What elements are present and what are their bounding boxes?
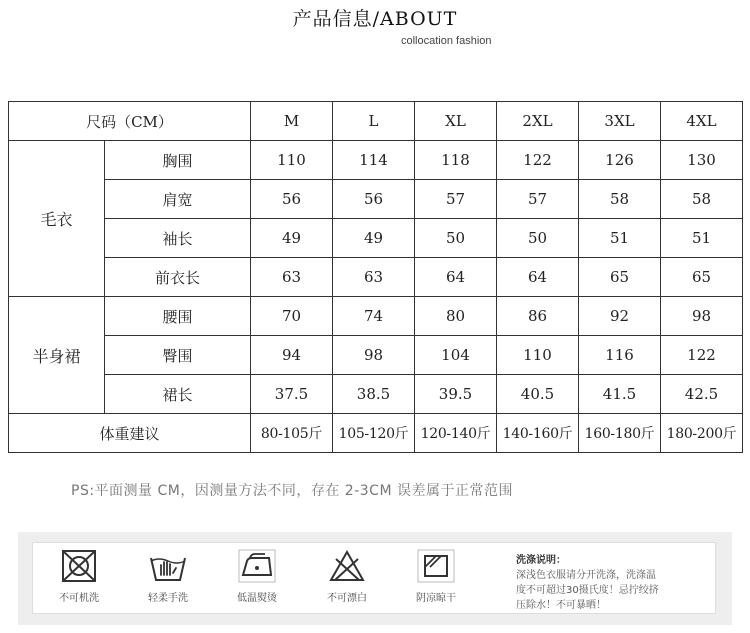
size-col-l: L — [333, 102, 415, 141]
table-row — [9, 141, 743, 180]
cell: 56 — [333, 180, 415, 219]
cell: 49 — [333, 219, 415, 258]
weight-cell: 80-105斤 — [251, 414, 333, 453]
care-panel — [18, 532, 732, 625]
weight-row — [9, 414, 743, 453]
care-label: 低温熨烫 — [237, 593, 277, 604]
cell: 70 — [251, 297, 333, 336]
page-title: 产品信息/ABOUT — [292, 8, 458, 30]
cell: 63 — [333, 258, 415, 297]
care-item-shade-dry — [408, 549, 464, 604]
cell: 38.5 — [333, 375, 415, 414]
cell: 122 — [497, 141, 579, 180]
row-label: 袖长 — [105, 219, 251, 258]
care-label: 不可漂白 — [327, 593, 367, 604]
size-table — [8, 101, 743, 453]
care-item-low-iron — [229, 549, 285, 604]
cell: 116 — [579, 336, 661, 375]
cell: 110 — [497, 336, 579, 375]
care-item-hand-wash — [140, 549, 196, 604]
cell: 40.5 — [497, 375, 579, 414]
weight-cell: 120-140斤 — [415, 414, 497, 453]
cell: 110 — [251, 141, 333, 180]
cell: 37.5 — [251, 375, 333, 414]
cell: 58 — [579, 180, 661, 219]
cell: 98 — [333, 336, 415, 375]
care-label: 阴凉晾干 — [416, 593, 456, 604]
cell: 130 — [661, 141, 743, 180]
size-header-row — [9, 102, 743, 141]
size-header-label: 尺码（CM） — [9, 102, 251, 141]
cell: 118 — [415, 141, 497, 180]
row-label: 裙长 — [105, 375, 251, 414]
shade-dry-icon — [417, 549, 455, 583]
row-label: 前衣长 — [105, 258, 251, 297]
measurement-note: PS:平面测量 CM，因测量方法不同，存在 2-3CM 误差属于正常范围 — [71, 483, 513, 499]
cell: 50 — [497, 219, 579, 258]
table-row — [9, 258, 743, 297]
care-panel-inner — [32, 542, 716, 614]
cell: 58 — [661, 180, 743, 219]
cell: 80 — [415, 297, 497, 336]
page-subtitle: collocation fashion — [401, 35, 492, 47]
row-label: 腰围 — [105, 297, 251, 336]
washing-instructions — [516, 551, 716, 613]
cell: 50 — [415, 219, 497, 258]
table-row — [9, 375, 743, 414]
cell: 122 — [661, 336, 743, 375]
cell: 63 — [251, 258, 333, 297]
washing-instructions-line: 压除水！不可暴晒！ — [516, 600, 606, 611]
cell: 86 — [497, 297, 579, 336]
hand-wash-icon — [149, 549, 187, 583]
cell: 64 — [497, 258, 579, 297]
washing-instructions-line: 度不可超过30摄氏度！忌拧绞挤 — [516, 585, 659, 596]
cell: 56 — [251, 180, 333, 219]
cell: 57 — [415, 180, 497, 219]
washing-instructions-line: 深浅色衣服请分开洗涤，洗涤温 — [516, 570, 656, 581]
cell: 39.5 — [415, 375, 497, 414]
row-label: 胸围 — [105, 141, 251, 180]
care-label: 不可机洗 — [59, 593, 99, 604]
cell: 114 — [333, 141, 415, 180]
row-label: 肩宽 — [105, 180, 251, 219]
group-skirt: 半身裙 — [9, 297, 105, 414]
cell: 98 — [661, 297, 743, 336]
cell: 51 — [661, 219, 743, 258]
table-row — [9, 219, 743, 258]
weight-cell: 105-120斤 — [333, 414, 415, 453]
table-row — [9, 180, 743, 219]
cell: 65 — [661, 258, 743, 297]
cell: 41.5 — [579, 375, 661, 414]
size-col-3xl: 3XL — [579, 102, 661, 141]
cell: 94 — [251, 336, 333, 375]
table-row — [9, 336, 743, 375]
table-row — [9, 297, 743, 336]
care-label: 轻柔手洗 — [148, 593, 188, 604]
low-iron-icon — [238, 549, 276, 583]
cell: 65 — [579, 258, 661, 297]
cell: 104 — [415, 336, 497, 375]
group-sweater: 毛衣 — [9, 141, 105, 297]
weight-cell: 140-160斤 — [497, 414, 579, 453]
weight-label: 体重建议 — [9, 414, 251, 453]
cell: 49 — [251, 219, 333, 258]
no-bleach-icon — [328, 549, 366, 583]
row-label: 臀围 — [105, 336, 251, 375]
care-item-no-machine-wash — [51, 549, 107, 604]
washing-instructions-title: 洗涤说明： — [516, 555, 566, 566]
care-item-no-bleach — [319, 549, 375, 604]
size-col-m: M — [251, 102, 333, 141]
weight-cell: 180-200斤 — [661, 414, 743, 453]
cell: 51 — [579, 219, 661, 258]
size-col-xl: XL — [415, 102, 497, 141]
cell: 92 — [579, 297, 661, 336]
cell: 57 — [497, 180, 579, 219]
weight-cell: 160-180斤 — [579, 414, 661, 453]
cell: 42.5 — [661, 375, 743, 414]
size-col-4xl: 4XL — [661, 102, 743, 141]
cell: 64 — [415, 258, 497, 297]
no-machine-wash-icon — [60, 549, 98, 583]
cell: 74 — [333, 297, 415, 336]
size-col-2xl: 2XL — [497, 102, 579, 141]
cell: 126 — [579, 141, 661, 180]
